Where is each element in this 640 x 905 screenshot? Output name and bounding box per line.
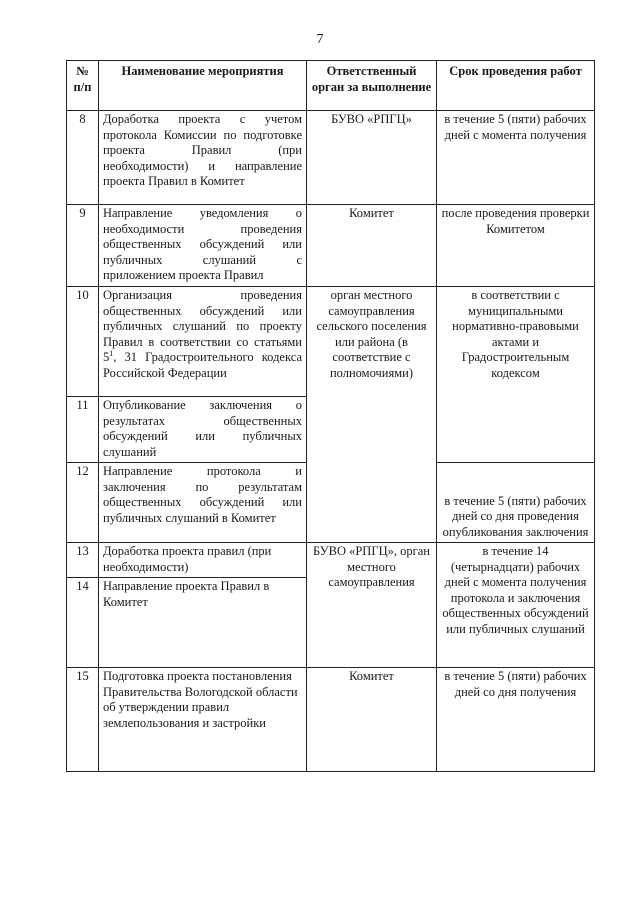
header-deadline: Срок проведения работ bbox=[437, 61, 595, 111]
responsible-body: БУВО «РПГЦ» bbox=[307, 111, 437, 205]
activity-name: Направление проекта Правил в Комитет bbox=[99, 578, 307, 668]
deadline: в течение 5 (пяти) рабочих дней с момента получения bbox=[437, 111, 595, 205]
table-row bbox=[67, 111, 595, 205]
header-responsible: Ответственный орган за выполнение bbox=[307, 61, 437, 111]
table-header-row bbox=[67, 61, 595, 111]
table-row bbox=[67, 287, 595, 397]
activity-name bbox=[99, 287, 307, 397]
table-row bbox=[67, 543, 595, 578]
deadline-merged: в соответствии с муниципальными нормативно-правовыми актами и Градостроительным кодексом bbox=[437, 287, 595, 463]
header-num: № п/п bbox=[67, 61, 99, 111]
activity-name: Опубликование заключения о результатах общественных обсуждений или публичных слушаний bbox=[99, 397, 307, 463]
responsible-body-merged: орган местного самоуправления сельского поселения или района (в соответствие с полномочиями) bbox=[307, 287, 437, 543]
table-row bbox=[67, 668, 595, 772]
page-number: 7 bbox=[316, 32, 324, 47]
schedule-table bbox=[66, 60, 595, 772]
row-number: 8 bbox=[67, 111, 99, 205]
deadline: в течение 5 (пяти) рабочих дней со дня получения bbox=[437, 668, 595, 772]
activity-name-text-cont: , 31 Градостроительного кодекса Российской Федерации bbox=[103, 350, 302, 380]
activity-name: Доработка проекта правил (при необходимости) bbox=[99, 543, 307, 578]
row-number: 13 bbox=[67, 543, 99, 578]
responsible-body-merged: БУВО «РПГЦ», орган местного самоуправления bbox=[307, 543, 437, 668]
responsible-body: Комитет bbox=[307, 205, 437, 287]
row-number: 14 bbox=[67, 578, 99, 668]
activity-name: Подготовка проекта постановления Правительства Вологодской области об утверждении правил землепользования и застройки bbox=[99, 668, 307, 772]
row-number: 11 bbox=[67, 397, 99, 463]
deadline-merged: в течение 14 (четырнадцати) рабочих дней с момента получения протокола и заключения общественных обсуждений или публичных слушаний bbox=[437, 543, 595, 668]
article-superscript: 1 bbox=[109, 348, 114, 358]
responsible-body: Комитет bbox=[307, 668, 437, 772]
row-number: 9 bbox=[67, 205, 99, 287]
activity-name-text: Организация проведения общественных обсуждений или публичных слушаний по проекту Правил в соответствии со статьями 5 bbox=[103, 288, 302, 364]
deadline: в течение 5 (пяти) рабочих дней со дня проведения опубликования заключения bbox=[437, 463, 595, 543]
row-number: 15 bbox=[67, 668, 99, 772]
activity-name: Направление уведомления о необходимости проведения общественных обсуждений или публичных слушаний с приложением проекта Правил bbox=[99, 205, 307, 287]
deadline: после проведения проверки Комитетом bbox=[437, 205, 595, 287]
activity-name: Направление протокола и заключения по результатам общественных обсуждений или публичных слушаний в Комитет bbox=[99, 463, 307, 543]
table-row bbox=[67, 205, 595, 287]
row-number: 12 bbox=[67, 463, 99, 543]
row-number: 10 bbox=[67, 287, 99, 397]
header-name: Наименование мероприятия bbox=[99, 61, 307, 111]
activity-name: Доработка проекта с учетом протокола Комиссии по подготовке проекта Правил (при необходимости) и направление проекта Правил в Комитет bbox=[99, 111, 307, 205]
